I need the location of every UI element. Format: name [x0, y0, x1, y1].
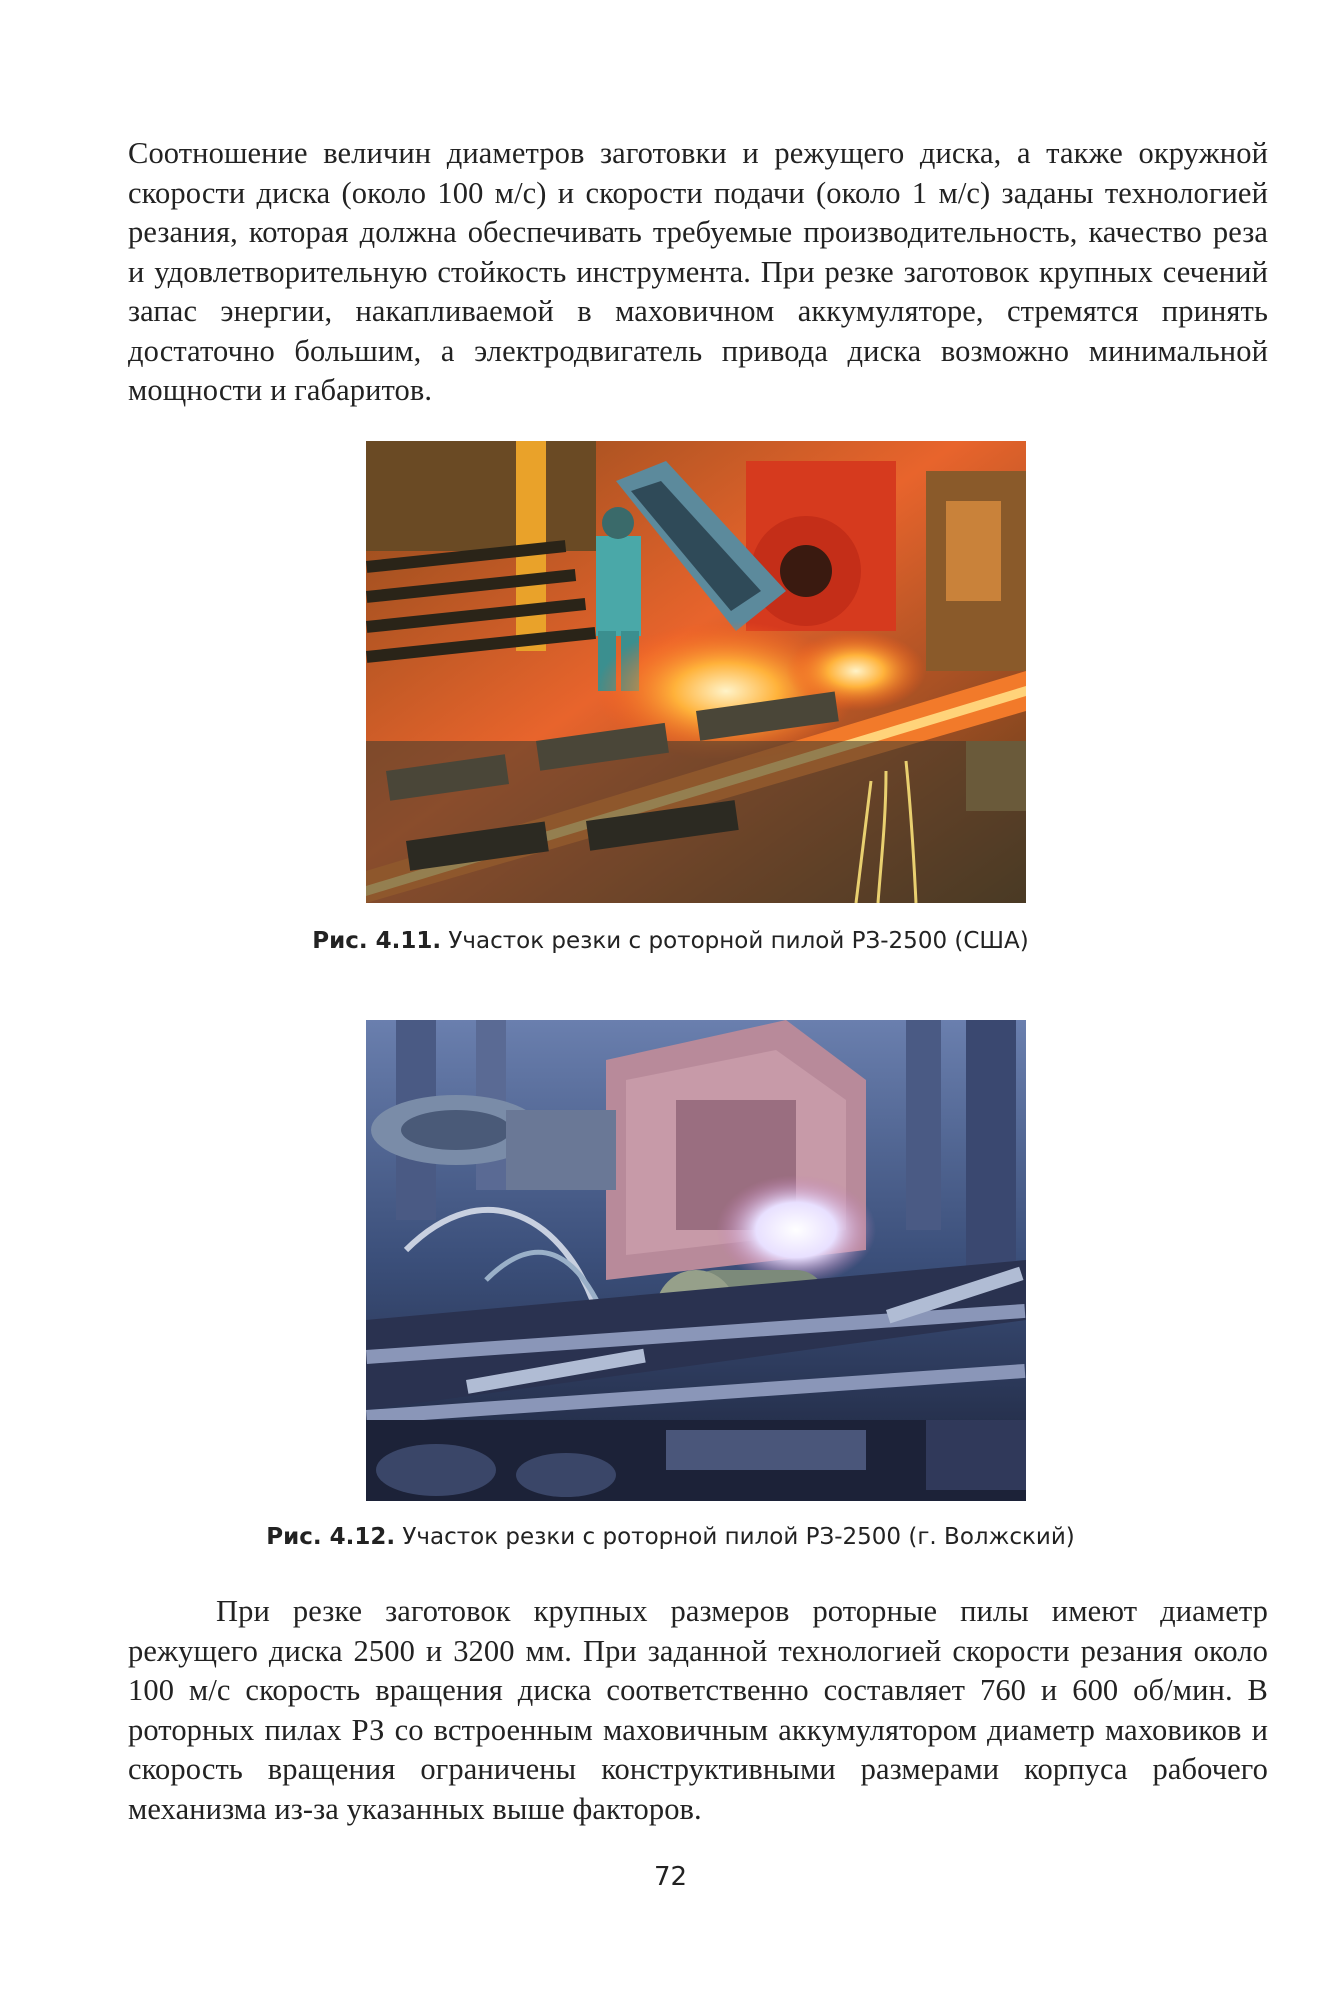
body-paragraph-1: Соотношение величин диаметров заготовки и режущего диска, а также окружной скорости диска (около 100 м/с) и скорости подачи (около 1 м/с) заданы технологией резания, которая должна обеспечивать требуемые производительность, качество реза и удовлетворительную стойкость инструмента. При резке заготовок крупных сечений запас энергии, накапливаемой в маховичном аккумуляторе, стремятся принять достаточно большим, а электродвигатель привода диска возможно минимальной мощности и габаритов.: [128, 136, 1268, 407]
figure-4-12-caption-text: Участок резки с роторной пилой РЗ-2500 (г. Волжский): [402, 1524, 1075, 1550]
figure-4-11-label: Рис. 4.11.: [312, 928, 442, 954]
figure-4-11-caption: [0, 928, 1341, 954]
figure-4-12-caption: [0, 1524, 1341, 1550]
page-number: 72: [653, 1862, 688, 1892]
figure-4-12-photo: [366, 1020, 1026, 1501]
body-paragraph-2: При резке заготовок крупных размеров роторные пилы имеют диаметр режущего диска 2500 и 3200 мм. При заданной технологией скорости резания около 100 м/с скорость вращения диска соответственно составляет 760 и 600 об/мин. В роторных пилах РЗ со встроенным маховичным аккумулятором диаметр маховиков и скорость вращения ограничены конструктивными размерами корпуса рабочего механизма из-за указанных выше факторов.: [128, 1594, 1268, 1826]
figure-4-12-label: Рис. 4.12.: [266, 1524, 396, 1550]
figure-4-11-caption-text: Участок резки с роторной пилой РЗ-2500 (США): [448, 928, 1029, 954]
figure-4-11-photo: [366, 441, 1026, 903]
